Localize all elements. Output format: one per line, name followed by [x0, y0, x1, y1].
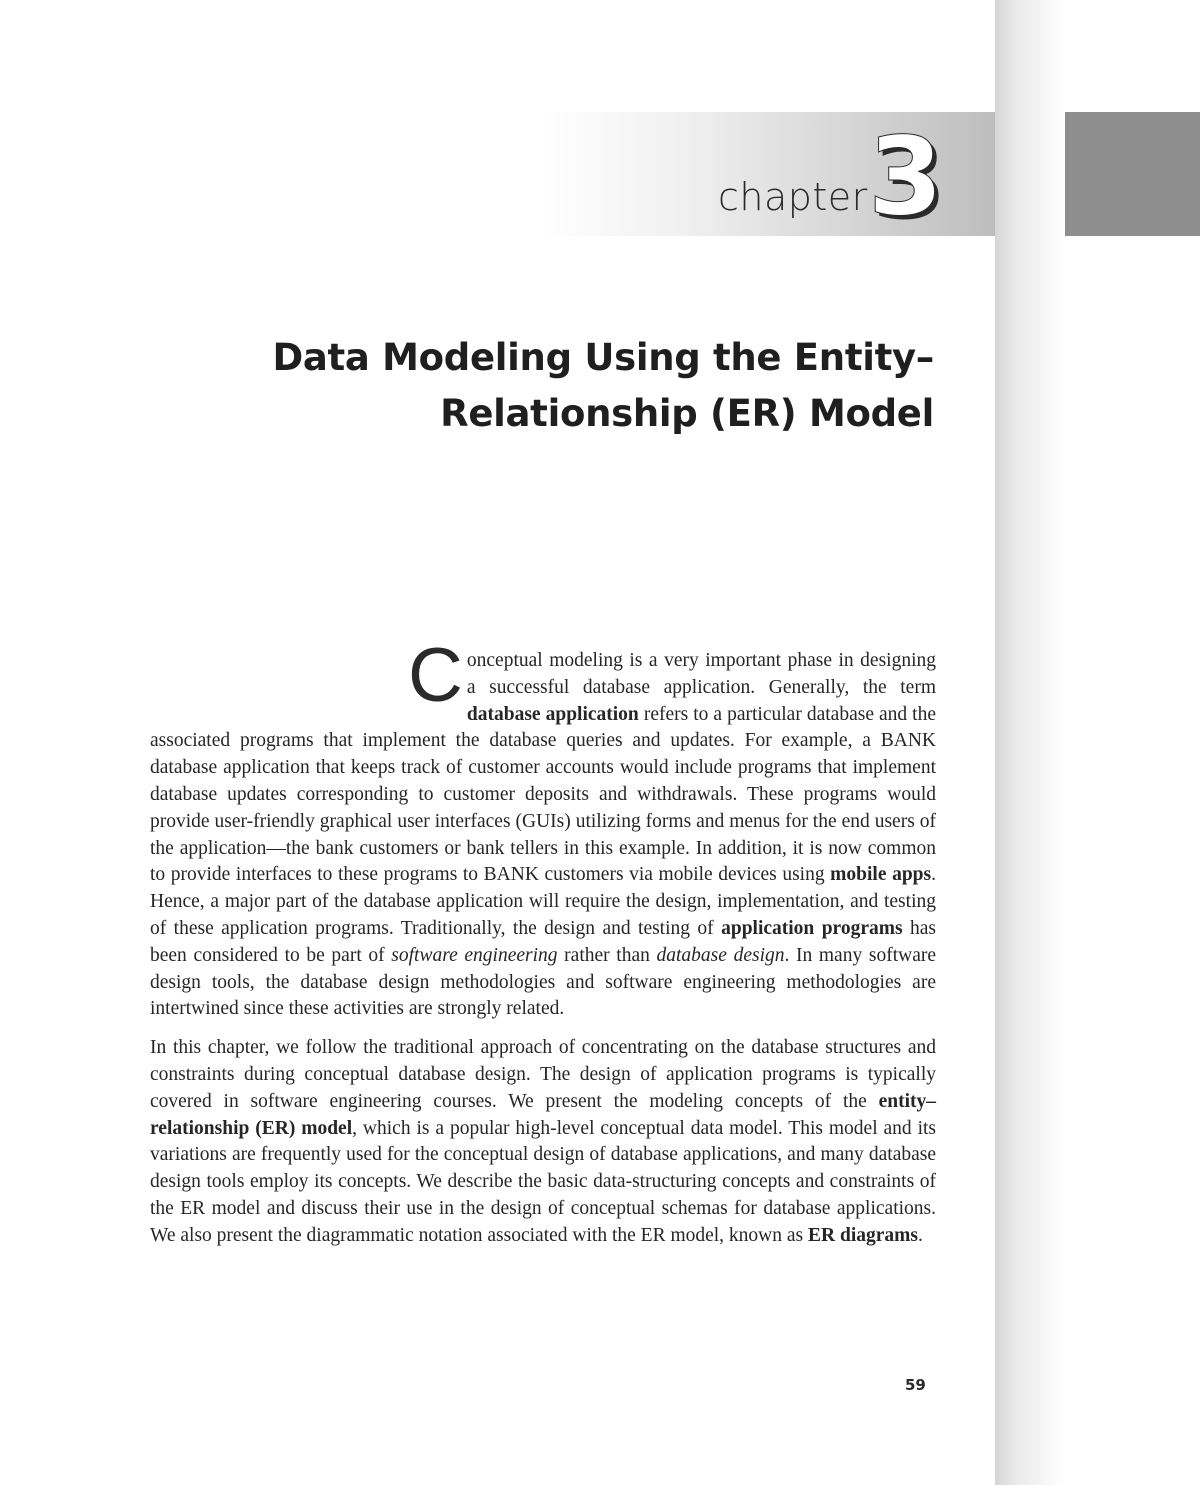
p1-text-2: refers to a particular database and the associated programs that implement the database queries and updates. For example, a BANK database application that keeps track of customer accounts would include programs that implement database updates corresponding to customer deposits and withdrawals. These programs would provide user-friendly graphical user interfaces (GUIs) utilizing forms and menus for the end users of the application—the bank customers or bank tellers in this example. In addition, it is now common to provide interfaces to these programs to BANK customers via mobile devices using: [150, 703, 937, 886]
page-number: 59: [905, 1376, 926, 1394]
chapter-edge-tab: [1065, 112, 1200, 236]
p2-text-3: .: [917, 1224, 923, 1246]
p1-text-3: . Hence, a major part of the database application will require the design, implementation, and testing of these application programs. Traditionally, the design and testing of: [150, 864, 936, 939]
term-database-design: database design: [656, 944, 785, 966]
term-mobile-apps: mobile apps: [830, 864, 932, 886]
chapter-label: chapter: [718, 175, 868, 219]
p1-text-6: . In many software design tools, the database design methodologies and software engineering methodologies are intertwined since these activities are strongly related.: [150, 944, 936, 1020]
side-margin-bar: [995, 0, 1065, 1485]
term-database-application: database application: [466, 703, 639, 725]
p2-text-1: In this chapter, we follow the traditional approach of concentrating on the database structures and constraints during conceptual database design. The design of application programs is typically covered in software engineering courses. We present the modeling concepts of the: [150, 1037, 936, 1112]
chapter-number: 3: [868, 115, 944, 240]
term-er-diagrams: ER diagrams: [808, 1224, 918, 1246]
body-text: [150, 633, 937, 1250]
term-software-engineering: software engineering: [391, 944, 558, 966]
chapter-title-line-2: Relationship (ER) Model: [440, 392, 934, 435]
drop-cap: C: [408, 633, 463, 718]
term-application-programs: application programs: [721, 917, 903, 939]
second-paragraph: [150, 1035, 936, 1249]
term-er-model: entity–relationship (ER) model: [150, 1090, 936, 1139]
p1-text-4: has been considered to be part of: [150, 917, 936, 966]
intro-paragraph: [150, 633, 937, 1023]
chapter-title-line-1: Data Modeling Using the Entity–: [272, 336, 934, 379]
p1-text-1: onceptual modeling is a very important phase in designing a successful database application. Generally, the term: [466, 650, 936, 698]
p1-text-5: rather than: [557, 944, 657, 966]
chapter-title: [134, 330, 934, 442]
p2-text-2: , which is a popular high-level conceptual data model. This model and its variations are frequently used for the conceptual design of database applications, and many database design tools employ its concepts. We describe the basic data-structuring concepts and constraints of the ER model and discuss their use in the design of conceptual schemas for database applications. We also present the diagrammatic notation associated with the ER model, known as: [150, 1117, 937, 1246]
